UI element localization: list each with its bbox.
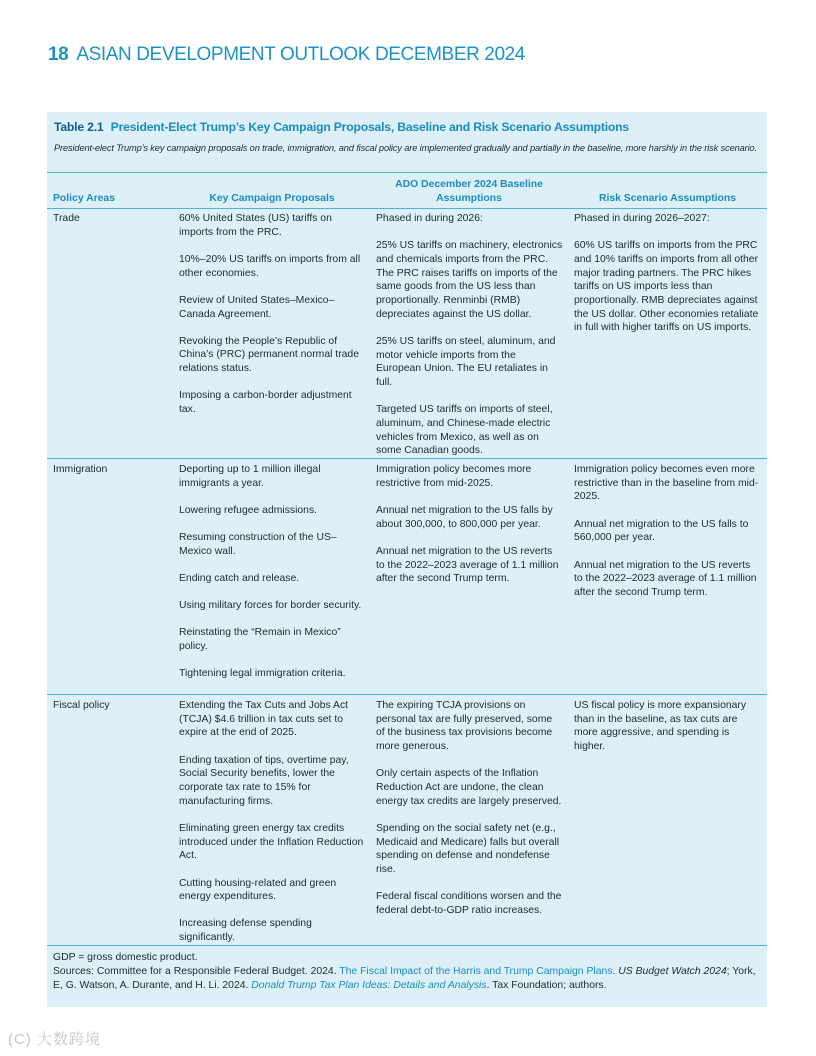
col-header-baseline-line1: ADO December 2024 Baseline <box>395 179 543 190</box>
list-item: 10%–20% US tariffs on imports from all other economies. <box>179 253 361 279</box>
source-series: US Budget Watch 2024 <box>618 966 727 977</box>
table-rule-top <box>47 172 767 173</box>
row-immigration-proposals <box>179 463 369 681</box>
publication-title: ASIAN DEVELOPMENT OUTLOOK DECEMBER 2024 <box>76 44 525 65</box>
list-item: Ending taxation of tips, overtime pay, Social Security benefits, lower the corporate tax rate to 15% for manufacturing firms. <box>179 754 349 807</box>
list-item: The expiring TCJA provisions on personal tax are fully preserved, some of the business tax provisions become more generous. <box>376 700 553 753</box>
sources-note <box>53 965 765 993</box>
source-link-crfb[interactable]: The Fiscal Impact of the Harris and Trump Campaign Plans <box>339 966 613 977</box>
list-item: Imposing a carbon-border adjustment tax. <box>179 390 352 416</box>
list-item: Ending catch and release. <box>179 573 300 585</box>
table-rule-header <box>47 208 767 209</box>
watermark-logo-icon: (C) <box>8 1031 32 1048</box>
col-header-baseline-line2: Assumptions <box>436 193 502 204</box>
list-item: Annual net migration to the US reverts to the 2022–2023 average of 1.1 million after the second Trump term. <box>376 545 559 585</box>
list-item: Reinstating the “Remain in Mexico” policy. <box>179 627 341 653</box>
source-link-tax-foundation[interactable]: Donald Trump Tax Plan Ideas: Details and Analysis <box>251 980 487 991</box>
list-item: Revoking the People’s Republic of China’s (PRC) permanent normal trade relations status. <box>179 335 359 375</box>
row-fiscal-proposals <box>179 699 369 945</box>
col-header-baseline <box>374 178 564 206</box>
table-title <box>54 120 629 134</box>
sources-middle: ; York, E, G. Watson, A. Durante, and H. Li. 2024. <box>53 966 756 991</box>
row-trade-proposals <box>179 212 365 417</box>
list-item: Immigration policy becomes even more restrictive than in the baseline from mid-2025. <box>574 464 759 503</box>
table-rule-row1 <box>47 458 767 459</box>
list-item: Immigration policy becomes more restrictive from mid-2025. <box>376 464 532 489</box>
list-item: Lowering refugee admissions. <box>179 504 318 516</box>
page-number: 18 <box>48 44 69 65</box>
row-immigration-risk <box>574 463 761 600</box>
list-item: Annual net migration to the US falls by about 300,000, to 800,000 per year. <box>376 504 553 530</box>
gdp-note: GDP = gross domestic product. <box>53 952 198 963</box>
sources-prefix: Sources: Committee for a Responsible Federal Budget. 2024. <box>53 966 340 977</box>
col-header-policy: Policy Areas <box>53 193 115 204</box>
watermark <box>8 1028 101 1049</box>
list-item: Only certain aspects of the Inflation Reduction Act are undone, the clean energy tax credits are largely preserved. <box>376 768 562 807</box>
sources-separator: . <box>612 966 619 977</box>
list-item: Annual net migration to the US falls to 560,000 per year. <box>574 518 749 544</box>
table-rule-row2 <box>47 694 767 695</box>
col-header-risk: Risk Scenario Assumptions <box>598 193 737 204</box>
table-2-1 <box>47 112 767 1007</box>
sources-suffix: . Tax Foundation; authors. <box>486 980 607 991</box>
list-item: Eliminating green energy tax credits introduced under the Inflation Reduction Act. <box>179 822 364 862</box>
list-item: 25% US tariffs on steel, aluminum, and motor vehicle imports from the European Union. The EU retaliates in full. <box>376 335 556 389</box>
list-item: Deporting up to 1 million illegal immigrants a year. <box>179 464 321 489</box>
list-item: Tightening legal immigration criteria. <box>179 668 346 680</box>
list-item: Review of United States–Mexico–Canada Agreement. <box>179 294 335 320</box>
table-title-text: President-Elect Trump’s Key Campaign Proposals, Baseline and Risk Scenario Assumptions <box>110 120 629 134</box>
row-trade-risk <box>574 212 761 335</box>
list-item: Extending the Tax Cuts and Jobs Act (TCJA) $4.6 trillion in tax cuts set to expire at the end of 2025. <box>179 700 349 739</box>
row-immigration-area: Immigration <box>53 464 108 475</box>
list-item: Annual net migration to the US reverts to the 2022–2023 average of 1.1 million after the second Trump term. <box>574 559 757 598</box>
table-notes <box>53 951 765 993</box>
table-rule-bottom <box>47 945 767 946</box>
table-label: Table 2.1 <box>54 120 104 134</box>
list-item: Phased in during 2026: <box>376 213 483 224</box>
list-item: 60% United States (US) tariffs on imports from the PRC. <box>179 213 332 238</box>
list-item: Using military forces for border security. <box>179 600 362 612</box>
table-subtitle: President-elect Trump’s key campaign proposals on trade, immigration, and fiscal policy are implemented gradually and partially in the baseline, more harshly in the risk scenario. <box>54 143 757 153</box>
page-header <box>48 44 525 66</box>
col-header-proposals: Key Campaign Proposals <box>209 193 335 204</box>
row-immigration-baseline <box>376 463 563 586</box>
list-item: Phased in during 2026–2027: <box>574 213 710 224</box>
row-fiscal-area: Fiscal policy <box>53 700 110 711</box>
list-item: Resuming construction of the US–Mexico wall. <box>179 532 337 557</box>
watermark-text: 大数跨境 <box>37 1031 102 1048</box>
list-item: Spending on the social safety net (e.g., Medicaid and Medicare) falls but overall spending on defense and nondefense rise. <box>376 822 560 876</box>
row-trade-area: Trade <box>53 213 80 224</box>
list-item: Cutting housing-related and green energy expenditures. <box>179 877 337 903</box>
list-item: Targeted US tariffs on imports of steel, aluminum, and Chinese-made electric vehicles from Mexico, as well as on some Canadian goods. <box>376 404 553 457</box>
list-item: 25% US tariffs on machinery, electronics and chemicals imports from the PRC. The PRC raises tariffs on imports of the same goods from the US less than proportionally. Renminbi (RMB) depreciates against the US dollar. <box>376 240 563 320</box>
row-fiscal-risk <box>574 699 761 754</box>
list-item: 60% US tariffs on imports from the PRC and 10% tariffs on imports from all other major trading partners. The PRC hikes tariffs on US imports less than proportionally. RMB depreciates against the US dollar. Other economies retaliate in full with higher tariffs on US imports. <box>574 240 759 334</box>
list-item: Increasing defense spending significantly. <box>179 918 312 944</box>
row-fiscal-baseline <box>376 699 563 918</box>
list-item: Federal fiscal conditions worsen and the federal debt-to-GDP ratio increases. <box>376 891 562 916</box>
list-item: US fiscal policy is more expansionary than in the baseline, as tax cuts are more aggressive, and spending is higher. <box>574 700 747 753</box>
row-trade-baseline <box>376 212 563 458</box>
